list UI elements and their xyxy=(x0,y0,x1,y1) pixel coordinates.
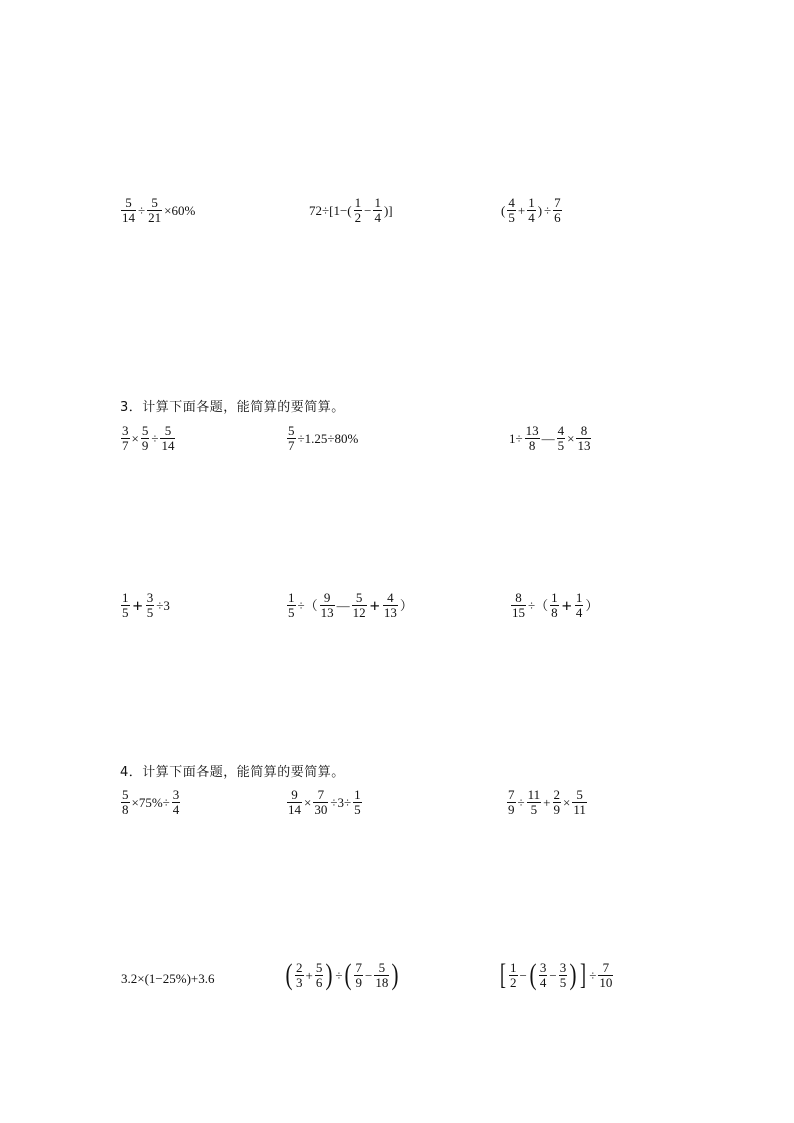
denominator: 4 xyxy=(539,974,547,990)
fraction xyxy=(527,788,542,817)
fraction xyxy=(352,591,367,620)
fraction xyxy=(553,788,562,817)
fraction xyxy=(313,788,328,817)
operator-symbol: × xyxy=(567,431,575,446)
numerator: 8 xyxy=(515,590,522,605)
fraction xyxy=(511,591,526,620)
numerator: 1 xyxy=(575,590,583,605)
operator-symbol: ) xyxy=(391,958,399,991)
fraction xyxy=(374,961,389,990)
operator-symbol: ÷ xyxy=(589,967,597,983)
expression-s4-r1-2 xyxy=(286,788,363,817)
numerator: 3 xyxy=(559,959,567,975)
numerator: 5 xyxy=(151,195,158,210)
numerator: 1 xyxy=(354,195,362,210)
numerator: 3 xyxy=(172,787,180,802)
denominator: 5 xyxy=(557,438,565,453)
fraction xyxy=(557,424,566,453)
fraction xyxy=(320,591,335,620)
operator-symbol: ×60% xyxy=(164,203,196,218)
fraction xyxy=(172,788,181,817)
numerator: 5 xyxy=(378,959,386,975)
denominator: 4 xyxy=(575,605,583,620)
section-3-heading: 3．计算下面各题，能简算的要简算。 xyxy=(120,400,345,415)
operator-symbol: ÷ xyxy=(335,967,343,983)
fraction xyxy=(121,196,136,225)
numerator: 4 xyxy=(387,590,394,605)
expression-s4-r2-3 xyxy=(498,960,614,990)
expression-s4-r2-2 xyxy=(284,960,400,990)
numerator: 7 xyxy=(554,195,561,210)
operator-symbol: − xyxy=(549,967,557,983)
fraction xyxy=(354,961,363,990)
denominator: 8 xyxy=(551,605,558,620)
fraction xyxy=(147,196,162,225)
fraction xyxy=(121,424,130,453)
operator-symbol: − xyxy=(364,203,372,218)
fraction xyxy=(287,788,302,817)
denominator: 9 xyxy=(553,802,561,817)
fraction xyxy=(315,961,324,990)
denominator: 12 xyxy=(352,605,366,620)
denominator: 13 xyxy=(383,605,397,620)
denominator: 5 xyxy=(122,605,129,620)
denominator: 2 xyxy=(510,974,517,990)
expression-s2-1 xyxy=(120,196,196,225)
numerator: 3 xyxy=(146,590,154,605)
denominator: 8 xyxy=(122,802,129,817)
operator-symbol: ÷3 xyxy=(156,598,170,613)
numerator: 13 xyxy=(525,423,539,438)
denominator: 21 xyxy=(148,210,162,225)
numerator: 1 xyxy=(122,590,129,605)
fraction xyxy=(287,424,296,453)
operator-symbol: ) xyxy=(569,958,577,991)
operator-symbol: + xyxy=(132,595,143,616)
operator-symbol: ÷（ xyxy=(297,598,318,613)
denominator: 14 xyxy=(161,438,175,453)
denominator: 5 xyxy=(288,605,295,620)
operator-symbol: + xyxy=(561,595,572,616)
numerator: 4 xyxy=(557,423,565,438)
expression-s4-r2-1 xyxy=(120,972,215,985)
numerator: 7 xyxy=(602,959,610,975)
denominator: 10 xyxy=(599,974,613,990)
fraction xyxy=(550,591,559,620)
denominator: 11 xyxy=(573,802,586,817)
operator-symbol: − xyxy=(364,967,373,983)
fraction xyxy=(527,196,536,225)
operator-symbol: ） xyxy=(399,598,413,613)
numerator: 1 xyxy=(374,195,381,210)
fraction xyxy=(146,591,155,620)
operator-symbol: ÷3÷ xyxy=(330,795,352,810)
numerator: 3 xyxy=(122,423,129,438)
operator-symbol: ） xyxy=(585,598,599,613)
operator-symbol: + xyxy=(543,795,551,810)
numerator: 5 xyxy=(315,959,323,975)
fraction xyxy=(575,591,584,620)
operator-symbol: + xyxy=(369,595,380,616)
operator-symbol: − xyxy=(519,967,527,983)
operator-symbol: 1÷ xyxy=(509,431,523,446)
denominator: 13 xyxy=(320,605,334,620)
numerator: 1 xyxy=(288,590,295,605)
fraction xyxy=(141,424,150,453)
denominator: 2 xyxy=(354,210,362,225)
operator-symbol: ÷ xyxy=(544,203,552,218)
fraction xyxy=(576,424,591,453)
fraction xyxy=(572,788,587,817)
operator-symbol: + xyxy=(305,967,313,983)
denominator: 5 xyxy=(146,605,154,620)
fraction xyxy=(121,788,130,817)
denominator: 6 xyxy=(315,974,323,990)
operator-symbol: ÷ xyxy=(151,431,159,446)
expression-s3-r2-2 xyxy=(286,591,414,620)
fraction xyxy=(509,961,518,990)
numerator: 5 xyxy=(122,787,129,802)
numerator: 2 xyxy=(296,959,303,975)
numerator: 5 xyxy=(288,423,295,438)
fraction xyxy=(507,788,516,817)
expression-s3-r1-1 xyxy=(120,424,176,453)
operator-symbol: ×75%÷ xyxy=(131,795,170,810)
fraction xyxy=(539,961,548,990)
numerator: 4 xyxy=(508,195,515,210)
denominator: 30 xyxy=(314,802,328,817)
numerator: 7 xyxy=(508,787,515,802)
operator-symbol: ÷（ xyxy=(528,598,549,613)
fraction xyxy=(121,591,130,620)
numerator: 5 xyxy=(576,787,583,802)
denominator: 5 xyxy=(354,802,361,817)
denominator: 7 xyxy=(288,438,295,453)
operator-symbol: ( xyxy=(344,958,352,991)
numerator: 1 xyxy=(510,959,517,975)
fraction xyxy=(160,424,175,453)
numerator: 2 xyxy=(553,787,561,802)
denominator: 13 xyxy=(577,438,591,453)
operator-symbol: ( xyxy=(501,203,506,218)
numerator: 3 xyxy=(539,959,547,975)
numerator: 5 xyxy=(141,423,149,438)
expression-s3-r2-3 xyxy=(510,591,599,620)
denominator: 18 xyxy=(375,974,389,990)
fraction xyxy=(559,961,568,990)
fraction xyxy=(383,591,398,620)
numerator: 8 xyxy=(580,423,588,438)
expression-s2-2 xyxy=(308,196,394,225)
operator-symbol: ] xyxy=(580,958,587,991)
numerator: 9 xyxy=(323,590,331,605)
operator-symbol: ÷ xyxy=(517,795,525,810)
fraction xyxy=(373,196,382,225)
denominator: 6 xyxy=(554,210,561,225)
denominator: 14 xyxy=(288,802,301,817)
denominator: 4 xyxy=(528,210,535,225)
operator-symbol: ) xyxy=(537,203,543,218)
operator-symbol: × xyxy=(304,795,312,810)
denominator: 9 xyxy=(141,438,149,453)
expression-s4-r1-1 xyxy=(120,788,181,817)
operator-symbol: ) xyxy=(325,958,333,991)
operator-symbol: ( xyxy=(529,958,537,991)
numerator: 5 xyxy=(355,590,363,605)
numerator: 11 xyxy=(527,787,541,802)
fraction xyxy=(507,196,516,225)
denominator: 9 xyxy=(355,974,362,990)
numerator: 1 xyxy=(551,590,558,605)
expression-s3-r2-1 xyxy=(120,591,171,620)
operator-symbol: 72÷[1−( xyxy=(309,203,352,218)
expression-s4-r1-3 xyxy=(506,788,588,817)
operator-symbol: — xyxy=(336,598,350,613)
operator-symbol: ÷1.25÷80% xyxy=(297,431,359,446)
numerator: 1 xyxy=(528,195,535,210)
denominator: 5 xyxy=(508,210,515,225)
section-4-heading: 4．计算下面各题，能简算的要简算。 xyxy=(120,765,345,780)
numerator: 5 xyxy=(164,423,172,438)
fraction xyxy=(598,961,613,990)
operator-symbol: × xyxy=(563,795,571,810)
numerator: 1 xyxy=(354,787,361,802)
denominator: 15 xyxy=(512,605,525,620)
operator-symbol: ( xyxy=(285,958,293,991)
operator-symbol: + xyxy=(517,203,526,218)
operator-symbol: 3.2×(1−25%)+3.6 xyxy=(121,971,215,986)
fraction xyxy=(553,196,562,225)
operator-symbol: × xyxy=(131,431,139,446)
denominator: 5 xyxy=(559,974,567,990)
expression-s3-r1-2 xyxy=(286,424,359,453)
expression-s3-r1-3 xyxy=(508,424,592,453)
denominator: 9 xyxy=(508,802,515,817)
operator-symbol: ÷ xyxy=(138,203,146,218)
denominator: 4 xyxy=(374,210,381,225)
fraction xyxy=(287,591,296,620)
expression-s2-3 xyxy=(500,196,563,225)
numerator: 5 xyxy=(125,195,132,210)
numerator: 7 xyxy=(355,959,362,975)
operator-symbol: )] xyxy=(383,203,393,218)
fraction xyxy=(525,424,540,453)
numerator: 7 xyxy=(317,787,325,802)
fraction xyxy=(354,196,363,225)
denominator: 4 xyxy=(172,802,180,817)
denominator: 8 xyxy=(528,438,536,453)
fraction xyxy=(295,961,304,990)
operator-symbol: — xyxy=(541,431,555,446)
denominator: 14 xyxy=(122,210,135,225)
denominator: 3 xyxy=(296,974,303,990)
denominator: 5 xyxy=(530,802,538,817)
operator-symbol: [ xyxy=(500,958,506,991)
denominator: 7 xyxy=(122,438,129,453)
numerator: 9 xyxy=(291,787,298,802)
fraction xyxy=(353,788,362,817)
